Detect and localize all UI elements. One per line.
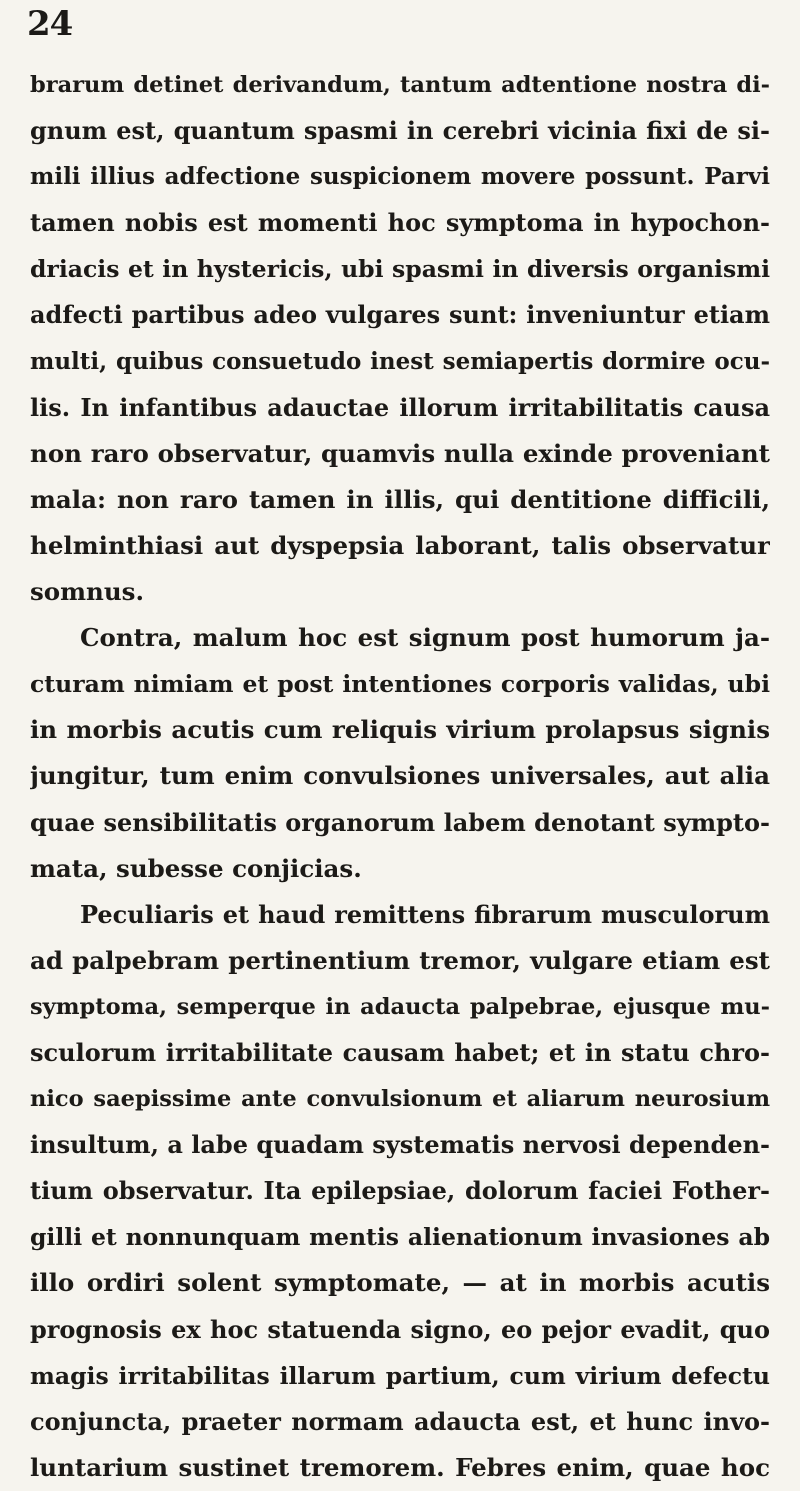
text-line: cturam nimiam et post intentiones corporis validas, ubi: [30, 670, 770, 699]
text-line: Contra, malum hoc est signum post humorum ja-: [80, 623, 770, 653]
text-line: jungitur, tum enim convulsiones universales, aut alia: [30, 761, 770, 791]
text-line: helminthiasi aut dyspepsia laborant, talis observatur: [30, 530, 770, 560]
text-line: non raro observatur, quamvis nulla exinde proveniant: [30, 438, 770, 468]
text-line: mala: non raro tamen in illis, qui dentitione difficili,: [30, 484, 770, 514]
text-line: gilli et nonnunquam mentis alienationum invasiones ab: [30, 1223, 770, 1252]
text-line: tamen nobis est momenti hoc symptoma in hypochon-: [30, 208, 770, 238]
text-line: somnus.: [30, 577, 145, 607]
text-line: magis irritabilitas illarum partium, cum virium defectu: [30, 1361, 770, 1390]
text-line: gnum est, quantum spasmi in cerebri vicinia fixi de si-: [30, 116, 770, 146]
text-line: sculorum irritabilitate causam habet; et in statu chro-: [30, 1037, 770, 1067]
text-line: brarum detinet derivandum, tantum adtentione nostra di-: [30, 72, 770, 98]
text-line: in morbis acutis cum reliquis virium prolapsus signis: [30, 715, 770, 745]
page-number: 24: [27, 4, 73, 44]
body-text: [30, 62, 770, 1491]
text-line: illo ordiri solent symptomate, — at in morbis acutis: [30, 1268, 770, 1298]
text-line: quae sensibilitatis organorum labem denotant sympto-: [30, 807, 770, 837]
text-line: driacis et in hystericis, ubi spasmi in diversis organismi: [30, 255, 770, 284]
text-line: mata, subesse conjicias.: [30, 853, 362, 883]
text-line: ad palpebram pertinentium tremor, vulgare etiam est: [30, 945, 770, 975]
text-line: adfecti partibus adeo vulgares sunt: inveniuntur etiam: [30, 300, 770, 330]
text-line: conjuncta, praeter normam adaucta est, et hunc invo-: [30, 1406, 770, 1436]
text-line: lis. In infantibus adauctae illorum irritabilitatis causa: [30, 392, 770, 422]
text-line: prognosis ex hoc statuenda signo, eo pejor evadit, quo: [30, 1314, 770, 1344]
text-line: insultum, a labe quadam systematis nervosi dependen-: [30, 1130, 770, 1160]
text-line: Peculiaris et haud remittens fibrarum musculorum: [80, 899, 770, 929]
text-line: multi, quibus consuetudo inest semiapertis dormire ocu-: [30, 347, 770, 375]
text-line: mili illius adfectione suspicionem movere possunt. Parvi: [30, 163, 770, 191]
text-line: nico saepissime ante convulsionum et aliarum neurosium: [30, 1086, 770, 1113]
text-line: symptoma, semperque in adaucta palpebrae, ejusque mu-: [30, 993, 770, 1020]
text-line: luntarium sustinet tremorem. Febres enim, quae hoc: [30, 1452, 770, 1482]
text-line: tium observatur. Ita epilepsiae, dolorum faciei Fother-: [30, 1176, 770, 1206]
